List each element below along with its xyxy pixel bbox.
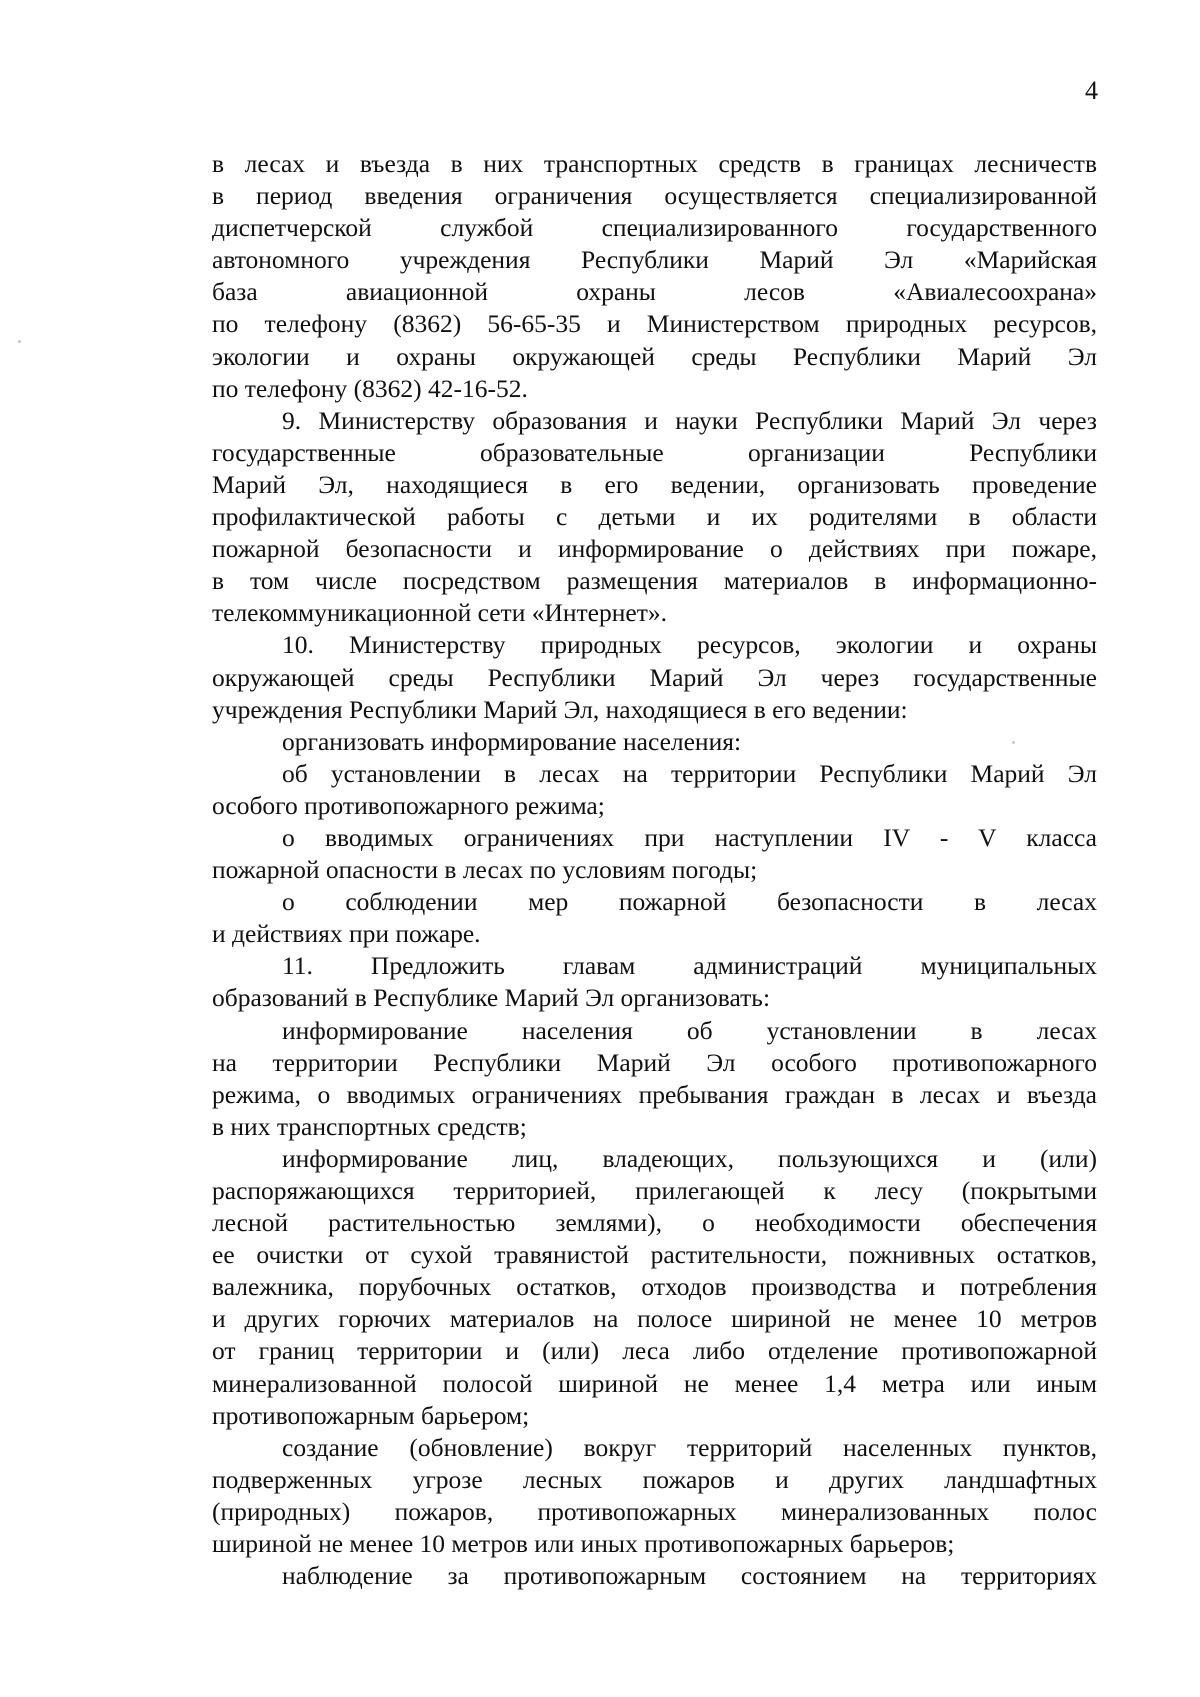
text-line: организовать информирование населения: — [282, 726, 742, 756]
text-line: (природных) пожаров, противопожарных минерализованных полос — [212, 1496, 1097, 1526]
text-line: от границ территории и (или) леса либо отделение противопожарной — [212, 1336, 1097, 1366]
text-line: о соблюдении мер пожарной безопасности в лесах — [282, 887, 1097, 917]
text-line: учреждения Республики Марий Эл, находящиеся в его ведении: — [212, 694, 908, 724]
text-line: валежника, порубочных остатков, отходов производства и потребления — [212, 1272, 1097, 1302]
text-line: 11. Предложить главам администраций муниципальных — [282, 951, 1097, 981]
text-line: информирование населения об установлении в лесах — [282, 1015, 1097, 1045]
text-line: наблюдение за противопожарным состоянием на территориях — [282, 1561, 1097, 1591]
document-body — [212, 148, 1097, 1592]
text-line: в том числе посредством размещения материалов в информационно- — [212, 566, 1097, 596]
text-line: пожарной опасности в лесах по условиям погоды; — [212, 855, 758, 885]
text-line: 9. Министерству образования и науки Республики Марий Эл через — [282, 405, 1097, 435]
text-line: по телефону (8362) 56-65-35 и Министерством природных ресурсов, — [212, 309, 1097, 339]
text-line: окружающей среды Республики Марий Эл через государственные — [212, 662, 1097, 692]
text-line: телекоммуникационной сети «Интернет». — [212, 598, 667, 628]
text-line: по телефону (8362) 42-16-52. — [212, 373, 528, 403]
text-line: пожарной безопасности и информирование о действиях при пожаре, — [212, 534, 1097, 564]
text-line: образований в Республике Марий Эл организовать: — [212, 983, 771, 1013]
text-line: ее очистки от сухой травянистой растительности, пожнивных остатков, — [212, 1240, 1097, 1270]
text-line: 10. Министерству природных ресурсов, экологии и охраны — [282, 630, 1097, 660]
text-line: информирование лиц, владеющих, пользующихся и (или) — [282, 1143, 1097, 1173]
text-line: в них транспортных средств; — [212, 1111, 527, 1141]
text-line: государственные образовательные организации Республики — [212, 437, 1097, 467]
text-line: экологии и охраны окружающей среды Республики Марий Эл — [212, 341, 1097, 371]
text-line: профилактической работы с детьми и их родителями в области — [212, 502, 1097, 532]
text-line: о вводимых ограничениях при наступлении IV - V класса — [282, 822, 1097, 852]
text-line: база авиационной охраны лесов «Авиалесоохрана» — [212, 277, 1097, 307]
text-line: особого противопожарного режима; — [212, 790, 605, 820]
text-line: и действиях при пожаре. — [212, 919, 481, 949]
text-line: автономного учреждения Республики Марий Эл «Марийская — [212, 245, 1097, 275]
text-line: лесной растительностью землями), о необходимости обеспечения — [212, 1208, 1097, 1238]
text-line: минерализованной полосой шириной не менее 1,4 метра или иным — [212, 1368, 1097, 1398]
text-line: на территории Республики Марий Эл особого противопожарного — [212, 1047, 1097, 1077]
text-line: и других горючих материалов на полосе шириной не менее 10 метров — [212, 1304, 1097, 1334]
scan-speck — [1012, 741, 1015, 744]
text-line: диспетчерской службой специализированного государственного — [212, 213, 1097, 243]
text-line: об установлении в лесах на территории Республики Марий Эл — [282, 758, 1097, 788]
text-line: шириной не менее 10 метров или иных противопожарных барьеров; — [212, 1529, 955, 1559]
text-line: в лесах и въезда в них транспортных средств в границах лесничеств — [212, 149, 1097, 178]
text-line: Марий Эл, находящиеся в его ведении, организовать проведение — [212, 469, 1097, 499]
text-line: в период введения ограничения осуществляется специализированной — [212, 181, 1097, 211]
scan-speck — [18, 340, 21, 343]
text-line: создание (обновление) вокруг территорий населенных пунктов, — [282, 1432, 1097, 1462]
text-line: противопожарным барьером; — [212, 1400, 530, 1430]
text-line: распоряжающихся территорией, прилегающей к лесу (покрытыми — [212, 1176, 1097, 1205]
text-line: подверженных угрозе лесных пожаров и других ландшафтных — [212, 1464, 1097, 1494]
text-line: режима, о вводимых ограничениях пребывания граждан в лесах и въезда — [212, 1079, 1097, 1109]
page-number: 4 — [1085, 76, 1098, 105]
